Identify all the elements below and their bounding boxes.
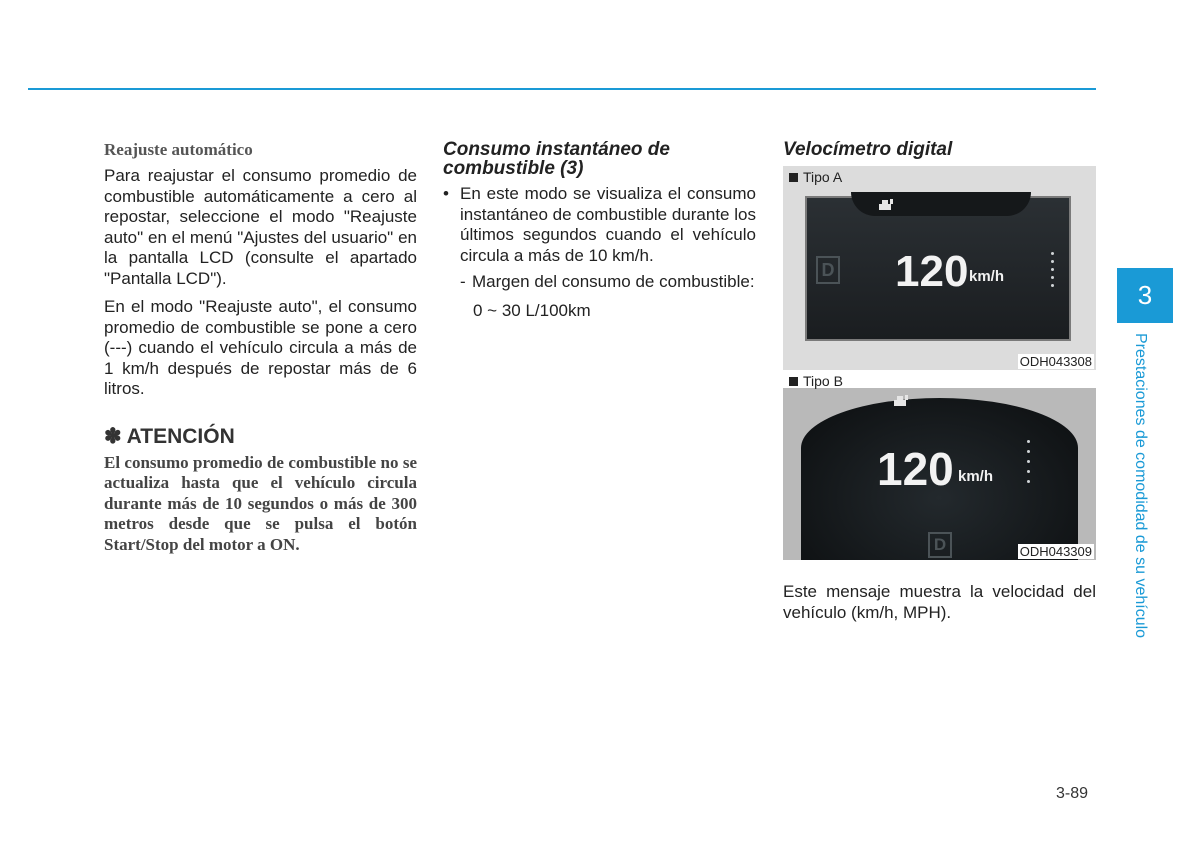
figure-code: ODH043309: [1019, 544, 1092, 559]
square-icon: [789, 377, 798, 386]
paragraph: Para reajustar el consumo promedio de combustible automáticamente a cero al repostar, seleccione el modo "Reajuste auto" en el menú "Ajustes del usuario" en la pantalla LCD (consulte el apartado "Pantalla LCD").: [104, 166, 417, 288]
column-digital-speedometer: [783, 140, 1096, 640]
paragraph: En el modo "Reajuste auto", el consumo promedio de combustible se pone a cero (---) cuando el vehículo circula a más de 1 km/h después de repostar más de 6 litros.: [104, 297, 417, 398]
gear-indicator: D: [816, 256, 840, 284]
figure-type-a: [783, 166, 1096, 370]
figure-label: Tipo B: [789, 373, 843, 389]
chapter-number-tab: 3: [1117, 268, 1173, 323]
bullet-text: En este modo se visualiza el consumo instantáneo de combustible durante los últimos segundos cuando el vehículo circula a más de 10 km/h.: [460, 184, 756, 265]
consumption-range: 0 ~ 30 L/100km: [473, 300, 591, 320]
fuel-economy-icon: [893, 394, 909, 408]
header-rule: [28, 88, 1096, 90]
section-heading: Consumo instantáneo de combustible (3): [443, 139, 670, 179]
gear-indicator: D: [928, 532, 952, 558]
page-number: 3-89: [1056, 785, 1089, 802]
section-heading: Reajuste automático: [104, 140, 253, 159]
fuel-economy-icon: [878, 198, 894, 212]
attention-title: ✽ ATENCIÓN: [104, 424, 235, 448]
figure-type-b: [783, 370, 1096, 560]
sub-item-text: Margen del consumo de combustible:: [472, 272, 755, 291]
speed-unit: km/h: [958, 468, 994, 485]
sub-item: [460, 272, 756, 293]
square-icon: [789, 173, 798, 182]
chapter-title: Prestaciones de comodidad de su vehículo: [1132, 333, 1149, 639]
speed-unit: km/h: [969, 268, 1005, 285]
column-instant-consumption: [443, 140, 756, 321]
figure-caption: Este mensaje muestra la velocidad del vehículo (km/h, MPH).: [783, 582, 1096, 622]
figure-label: Tipo A: [789, 169, 842, 185]
figure-code: ODH043308: [1019, 354, 1092, 369]
speed-value: 120: [895, 247, 969, 296]
column-auto-reset: [104, 140, 417, 555]
dash-icon: -: [460, 272, 466, 291]
speed-value: 120: [877, 443, 954, 495]
section-heading: Velocímetro digital: [783, 139, 953, 160]
bullet-icon: •: [443, 184, 449, 203]
bullet-item: [443, 184, 756, 266]
attention-body: El consumo promedio de combustible no se actualiza hasta que el vehículo circula durante más de 10 segundos o más de 300 metros desde que se pulsa el botón Start/Stop del motor a ON.: [104, 452, 417, 554]
